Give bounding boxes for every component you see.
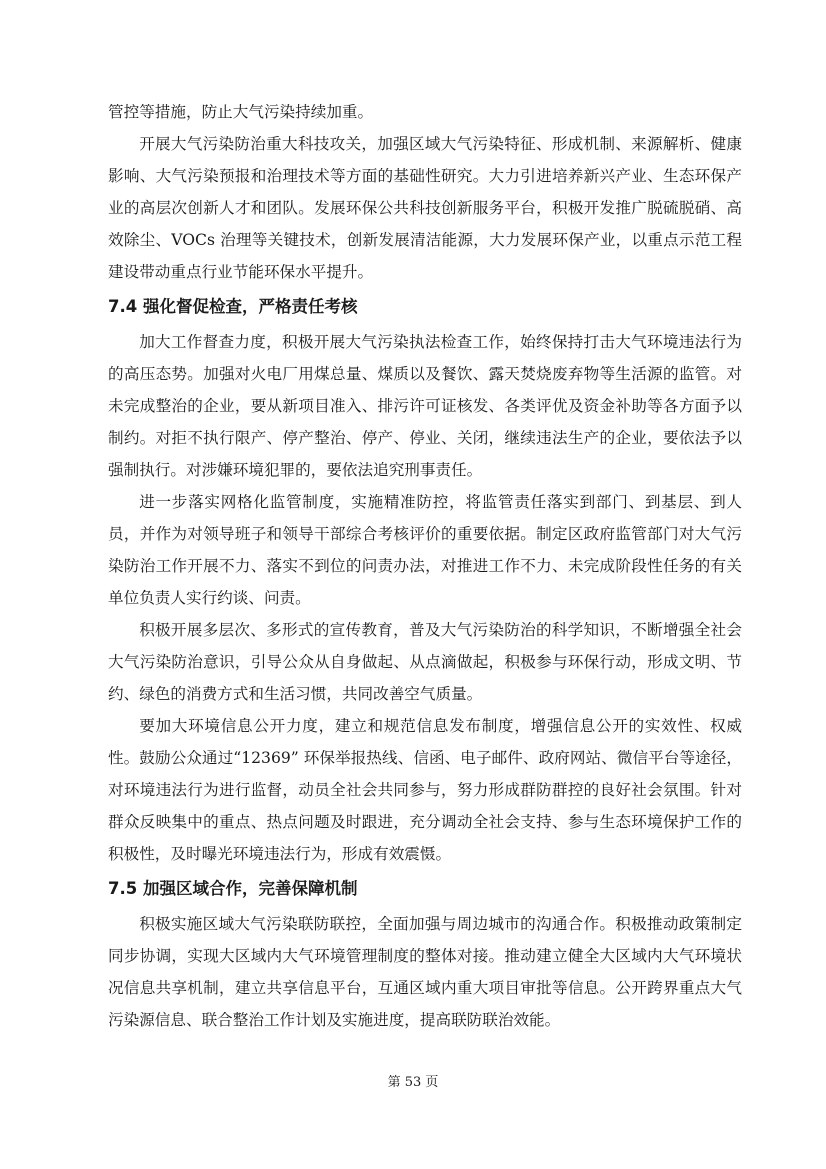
section-heading-7-5: 7.5 加强区域合作，完善保障机制: [108, 879, 358, 898]
paragraph: 积极开展多层次、多形式的宣传教育，普及大气污染防治的科学知识，不断增强全社会大气污染防治意识，引导公众从自身做起、从点滴做起，积极参与环保行动，形成文明、节约、绿色的消费方式和生活习惯，共同改善空气质量。: [108, 621, 742, 703]
paragraph: 要加大环境信息公开力度，建立和规范信息发布制度，增强信息公开的实效性、权威性。鼓励公众通过“12369” 环保举报热线、信函、电子邮件、政府网站、微信平台等途径，对环境违法行为进行监督，动员全社会共同参与，努力形成群防群控的良好社会氛围。针对群众反映集中的重点、热点问题及时跟进，充分调动全社会支持、参与生态环境保护工作的积极性，及时曝光环境违法行为，形成有效震慑。: [108, 717, 742, 863]
paragraph: 加大工作督查力度，积极开展大气污染执法检查工作，始终保持打击大气环境违法行为的高压态势。加强对火电厂用煤总量、煤质以及餐饮、露天焚烧废弃物等生活源的监管。对未完成整治的企业，要从新项目准入、排污许可证核发、各类评优及资金补助等各方面予以制约。对拒不执行限产、停产整治、停产、停业、关闭，继续违法生产的企业，要依法予以强制执行。对涉嫌环境犯罪的，要依法追究刑事责任。: [108, 333, 742, 479]
paragraph-continued: 管控等措施，防止大气污染持续加重。: [108, 103, 374, 121]
page-number: 第 53 页: [387, 1075, 439, 1090]
page-content: [108, 96, 742, 1036]
paragraph-tech-research: 开展大气污染防治重大科技攻关，加强区域大气污染特征、形成机制、来源解析、健康影响、大气污染预报和治理技术等方面的基础性研究。大力引进培养新兴产业、生态环保产业的高层次创新人才和团队。发展环保公共科技创新服务平台，积极开发推广脱硫脱硝、高效除尘、VOCs 治理等关键技术，创新发展清洁能源，大力发展环保产业，以重点示范工程建设带动重点行业节能环保水平提升。: [108, 135, 742, 281]
paragraph: 积极实施区域大气污染联防联控，全面加强与周边城市的沟通合作。积极推动政策制定同步协调，实现大区域内大气环境管理制度的整体对接。推动建立健全大区域内大气环境状况信息共享机制，建立共享信息平台，互通区域内重大项目审批等信息。公开跨界重点大气污染源信息、联合整治工作计划及实施进度，提高联防联治效能。: [108, 915, 742, 1029]
paragraph: 进一步落实网格化监管制度，实施精准防控，将监管责任落实到部门、到基层、到人员，并作为对领导班子和领导干部综合考核评价的重要依据。制定区政府监管部门对大气污染防治工作开展不力、落实不到位的问责办法，对推进工作不力、未完成阶段性任务的有关单位负责人实行约谈、问责。: [108, 493, 742, 607]
section-heading-7-4: 7.4 强化督促检查，严格责任考核: [108, 297, 358, 316]
